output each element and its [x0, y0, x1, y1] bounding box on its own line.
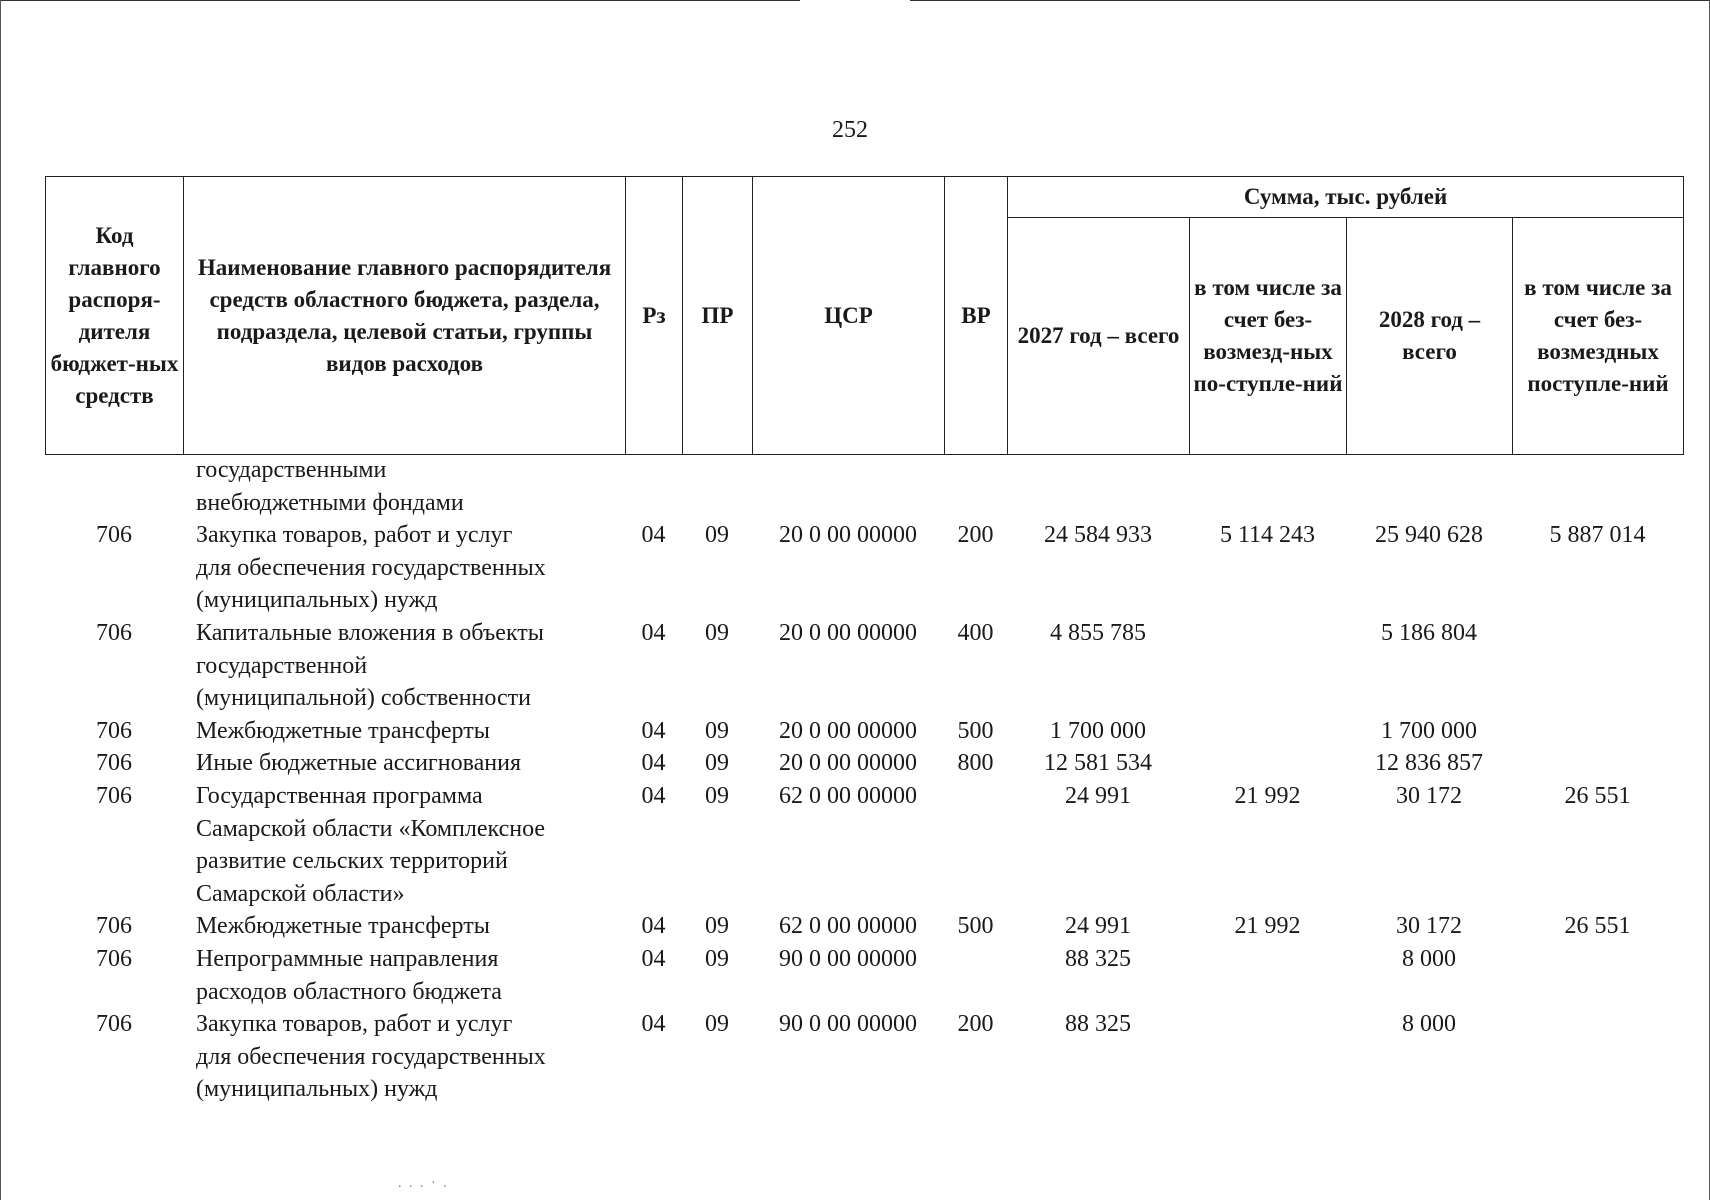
table-row — [45, 715, 1683, 748]
cell-2028-gratuitous — [1512, 1008, 1683, 1106]
header-2027-gratuitous: в том числе за счет без-возмезд-ных по-ступле-ний — [1190, 218, 1347, 455]
cell-code: 706 — [96, 913, 132, 940]
cell-name — [183, 454, 625, 519]
cell-code — [45, 454, 183, 519]
name-line: Капитальные вложения в объекты — [196, 619, 544, 646]
name-line: Непрограммные направления — [196, 945, 499, 972]
cell-2027-total: 24 991 — [1065, 913, 1131, 940]
cell-pr: 09 — [705, 750, 729, 777]
name-line: развитие сельских территорий — [196, 848, 508, 875]
name-line: Межбюджетные трансферты — [196, 717, 490, 744]
name-line: расходов областного бюджета — [196, 978, 502, 1005]
table-row — [45, 943, 1683, 1008]
header-2027-total: 2027 год – всего — [1008, 218, 1190, 455]
header-2028-total: 2028 год – всего — [1347, 218, 1513, 455]
table-row — [45, 780, 1683, 910]
cell-name — [183, 1008, 625, 1106]
cell-2027-total: 88 325 — [1065, 1011, 1131, 1038]
cell-2028-gratuitous — [1512, 617, 1683, 715]
cell-rz: 04 — [641, 1011, 666, 1038]
cell-2027-gratuitous — [1189, 617, 1346, 715]
cell-2027-total: 4 855 785 — [1050, 619, 1146, 646]
cell-2028-gratuitous — [1512, 715, 1683, 748]
cell-2028-gratuitous — [1512, 943, 1683, 1008]
cell-2028-total: 5 186 804 — [1381, 619, 1477, 646]
cell-pr — [682, 454, 752, 519]
cell-code: 706 — [96, 522, 132, 549]
cell-2027-total: 12 581 534 — [1044, 750, 1152, 777]
cell-2028-total — [1346, 454, 1512, 519]
cell-rz — [625, 454, 682, 519]
cell-2027-gratuitous — [1189, 943, 1346, 1008]
name-line: (муниципальной) собственности — [196, 685, 531, 712]
table-row — [45, 454, 1683, 519]
cell-rz: 04 — [641, 717, 666, 744]
cell-rz: 04 — [641, 945, 666, 972]
table-header — [45, 176, 1684, 455]
name-line: Закупка товаров, работ и услуг — [196, 1011, 513, 1038]
cell-vr — [944, 454, 1007, 519]
cell-2027-gratuitous: 21 992 — [1234, 913, 1301, 940]
cell-2028-gratuitous: 26 551 — [1564, 782, 1631, 809]
cell-vr: 200 — [957, 522, 994, 549]
cell-2028-total: 12 836 857 — [1375, 750, 1483, 777]
cell-2027-gratuitous — [1189, 1008, 1346, 1106]
cell-2028-gratuitous — [1512, 747, 1683, 780]
header-sum: Сумма, тыс. рублей — [1008, 177, 1684, 218]
cell-2027-gratuitous — [1189, 454, 1346, 519]
cell-2028-gratuitous: 26 551 — [1564, 913, 1631, 940]
cell-csr: 62 0 00 00000 — [779, 913, 917, 940]
name-line: (муниципальных) нужд — [196, 587, 438, 614]
table-row — [45, 519, 1683, 617]
cell-2028-total: 30 172 — [1396, 913, 1462, 940]
cell-code: 706 — [96, 945, 132, 972]
header-pr: ПР — [683, 177, 753, 455]
cell-rz: 04 — [641, 619, 666, 646]
cell-code: 706 — [96, 717, 132, 744]
header-code: Код главного распоря-дителя бюджет-ных средств — [46, 177, 184, 455]
name-line: Самарской области» — [196, 880, 405, 907]
cell-pr: 09 — [705, 1011, 729, 1038]
name-line: для обеспечения государственных — [196, 554, 546, 581]
header-vr: ВР — [945, 177, 1008, 455]
cell-csr: 62 0 00 00000 — [779, 782, 917, 809]
cell-pr: 09 — [705, 717, 729, 744]
name-line: Государственная программа — [196, 782, 483, 809]
cell-code: 706 — [96, 1011, 132, 1038]
cell-pr: 09 — [705, 913, 729, 940]
name-line: государственными — [196, 457, 387, 483]
header-2028-gratuitous: в том числе за счет без-возмездных поступле-ний — [1513, 218, 1684, 455]
table-row — [45, 910, 1683, 943]
cell-2028-total: 8 000 — [1402, 945, 1456, 972]
cell-name — [183, 780, 625, 910]
cell-2027-total: 24 584 933 — [1044, 522, 1152, 549]
cell-2028-total: 8 000 — [1402, 1011, 1456, 1038]
cell-vr: 200 — [957, 1011, 994, 1038]
cell-vr — [944, 780, 1007, 910]
table-row — [45, 617, 1683, 715]
cell-name — [183, 910, 625, 943]
cell-csr: 20 0 00 00000 — [779, 619, 917, 646]
table-row — [45, 1008, 1683, 1106]
cell-2027-total: 88 325 — [1065, 945, 1131, 972]
cell-csr: 20 0 00 00000 — [779, 717, 917, 744]
cell-2027-gratuitous — [1189, 747, 1346, 780]
cell-pr: 09 — [705, 782, 729, 809]
cell-2027-gratuitous: 21 992 — [1234, 782, 1301, 809]
cell-2028-gratuitous — [1512, 454, 1683, 519]
name-line: Межбюджетные трансферты — [196, 913, 490, 940]
cell-2028-gratuitous: 5 887 014 — [1549, 522, 1646, 549]
scan-edge-top-left — [0, 0, 800, 1]
header-csr: ЦСР — [753, 177, 945, 455]
cell-2027-total — [1007, 454, 1189, 519]
name-line: (муниципальных) нужд — [196, 1076, 438, 1103]
cell-csr: 90 0 00 00000 — [779, 1011, 917, 1038]
cell-name — [183, 747, 625, 780]
page-number: 252 — [832, 117, 868, 143]
name-line: Закупка товаров, работ и услуг — [196, 522, 513, 549]
scan-speck: . . . · . — [398, 1176, 449, 1191]
name-line: государственной — [196, 652, 368, 679]
cell-2027-total: 1 700 000 — [1050, 717, 1146, 744]
cell-rz: 04 — [641, 522, 666, 549]
cell-2027-gratuitous: 5 114 243 — [1219, 522, 1316, 549]
cell-2027-total: 24 991 — [1065, 782, 1131, 809]
cell-name — [183, 617, 625, 715]
cell-pr: 09 — [705, 619, 729, 646]
cell-vr — [944, 943, 1007, 1008]
cell-code: 706 — [96, 619, 132, 646]
scan-edge-top-right — [910, 0, 1710, 1]
cell-name — [183, 715, 625, 748]
cell-code: 706 — [96, 782, 132, 809]
table-body — [45, 454, 1683, 1106]
cell-vr: 800 — [957, 750, 994, 777]
cell-rz: 04 — [641, 782, 666, 809]
cell-csr: 90 0 00 00000 — [779, 945, 917, 972]
cell-vr: 400 — [957, 619, 994, 646]
cell-name — [183, 943, 625, 1008]
cell-rz: 04 — [641, 750, 666, 777]
name-line: для обеспечения государственных — [196, 1043, 546, 1070]
cell-code: 706 — [96, 750, 132, 777]
cell-pr: 09 — [705, 522, 729, 549]
cell-2028-total: 25 940 628 — [1375, 522, 1483, 549]
cell-vr: 500 — [957, 717, 994, 744]
cell-vr: 500 — [957, 913, 994, 940]
cell-csr: 20 0 00 00000 — [779, 750, 917, 777]
scan-edge-left — [0, 0, 1, 1200]
cell-2028-total: 30 172 — [1396, 782, 1462, 809]
cell-pr: 09 — [705, 945, 729, 972]
cell-rz: 04 — [641, 913, 666, 940]
cell-2027-gratuitous — [1189, 715, 1346, 748]
cell-csr — [752, 454, 944, 519]
name-line: Иные бюджетные ассигнования — [196, 750, 521, 777]
name-line: Самарской области «Комплексное — [196, 815, 546, 842]
cell-csr: 20 0 00 00000 — [779, 522, 917, 549]
name-line: внебюджетными фондами — [196, 489, 464, 516]
table-row — [45, 747, 1683, 780]
header-rz: Рз — [626, 177, 683, 455]
cell-2028-total: 1 700 000 — [1381, 717, 1477, 744]
header-name: Наименование главного распорядителя средств областного бюджета, раздела, подраздела, целевой статьи, группы видов расходов — [184, 177, 626, 455]
cell-name — [183, 519, 625, 617]
